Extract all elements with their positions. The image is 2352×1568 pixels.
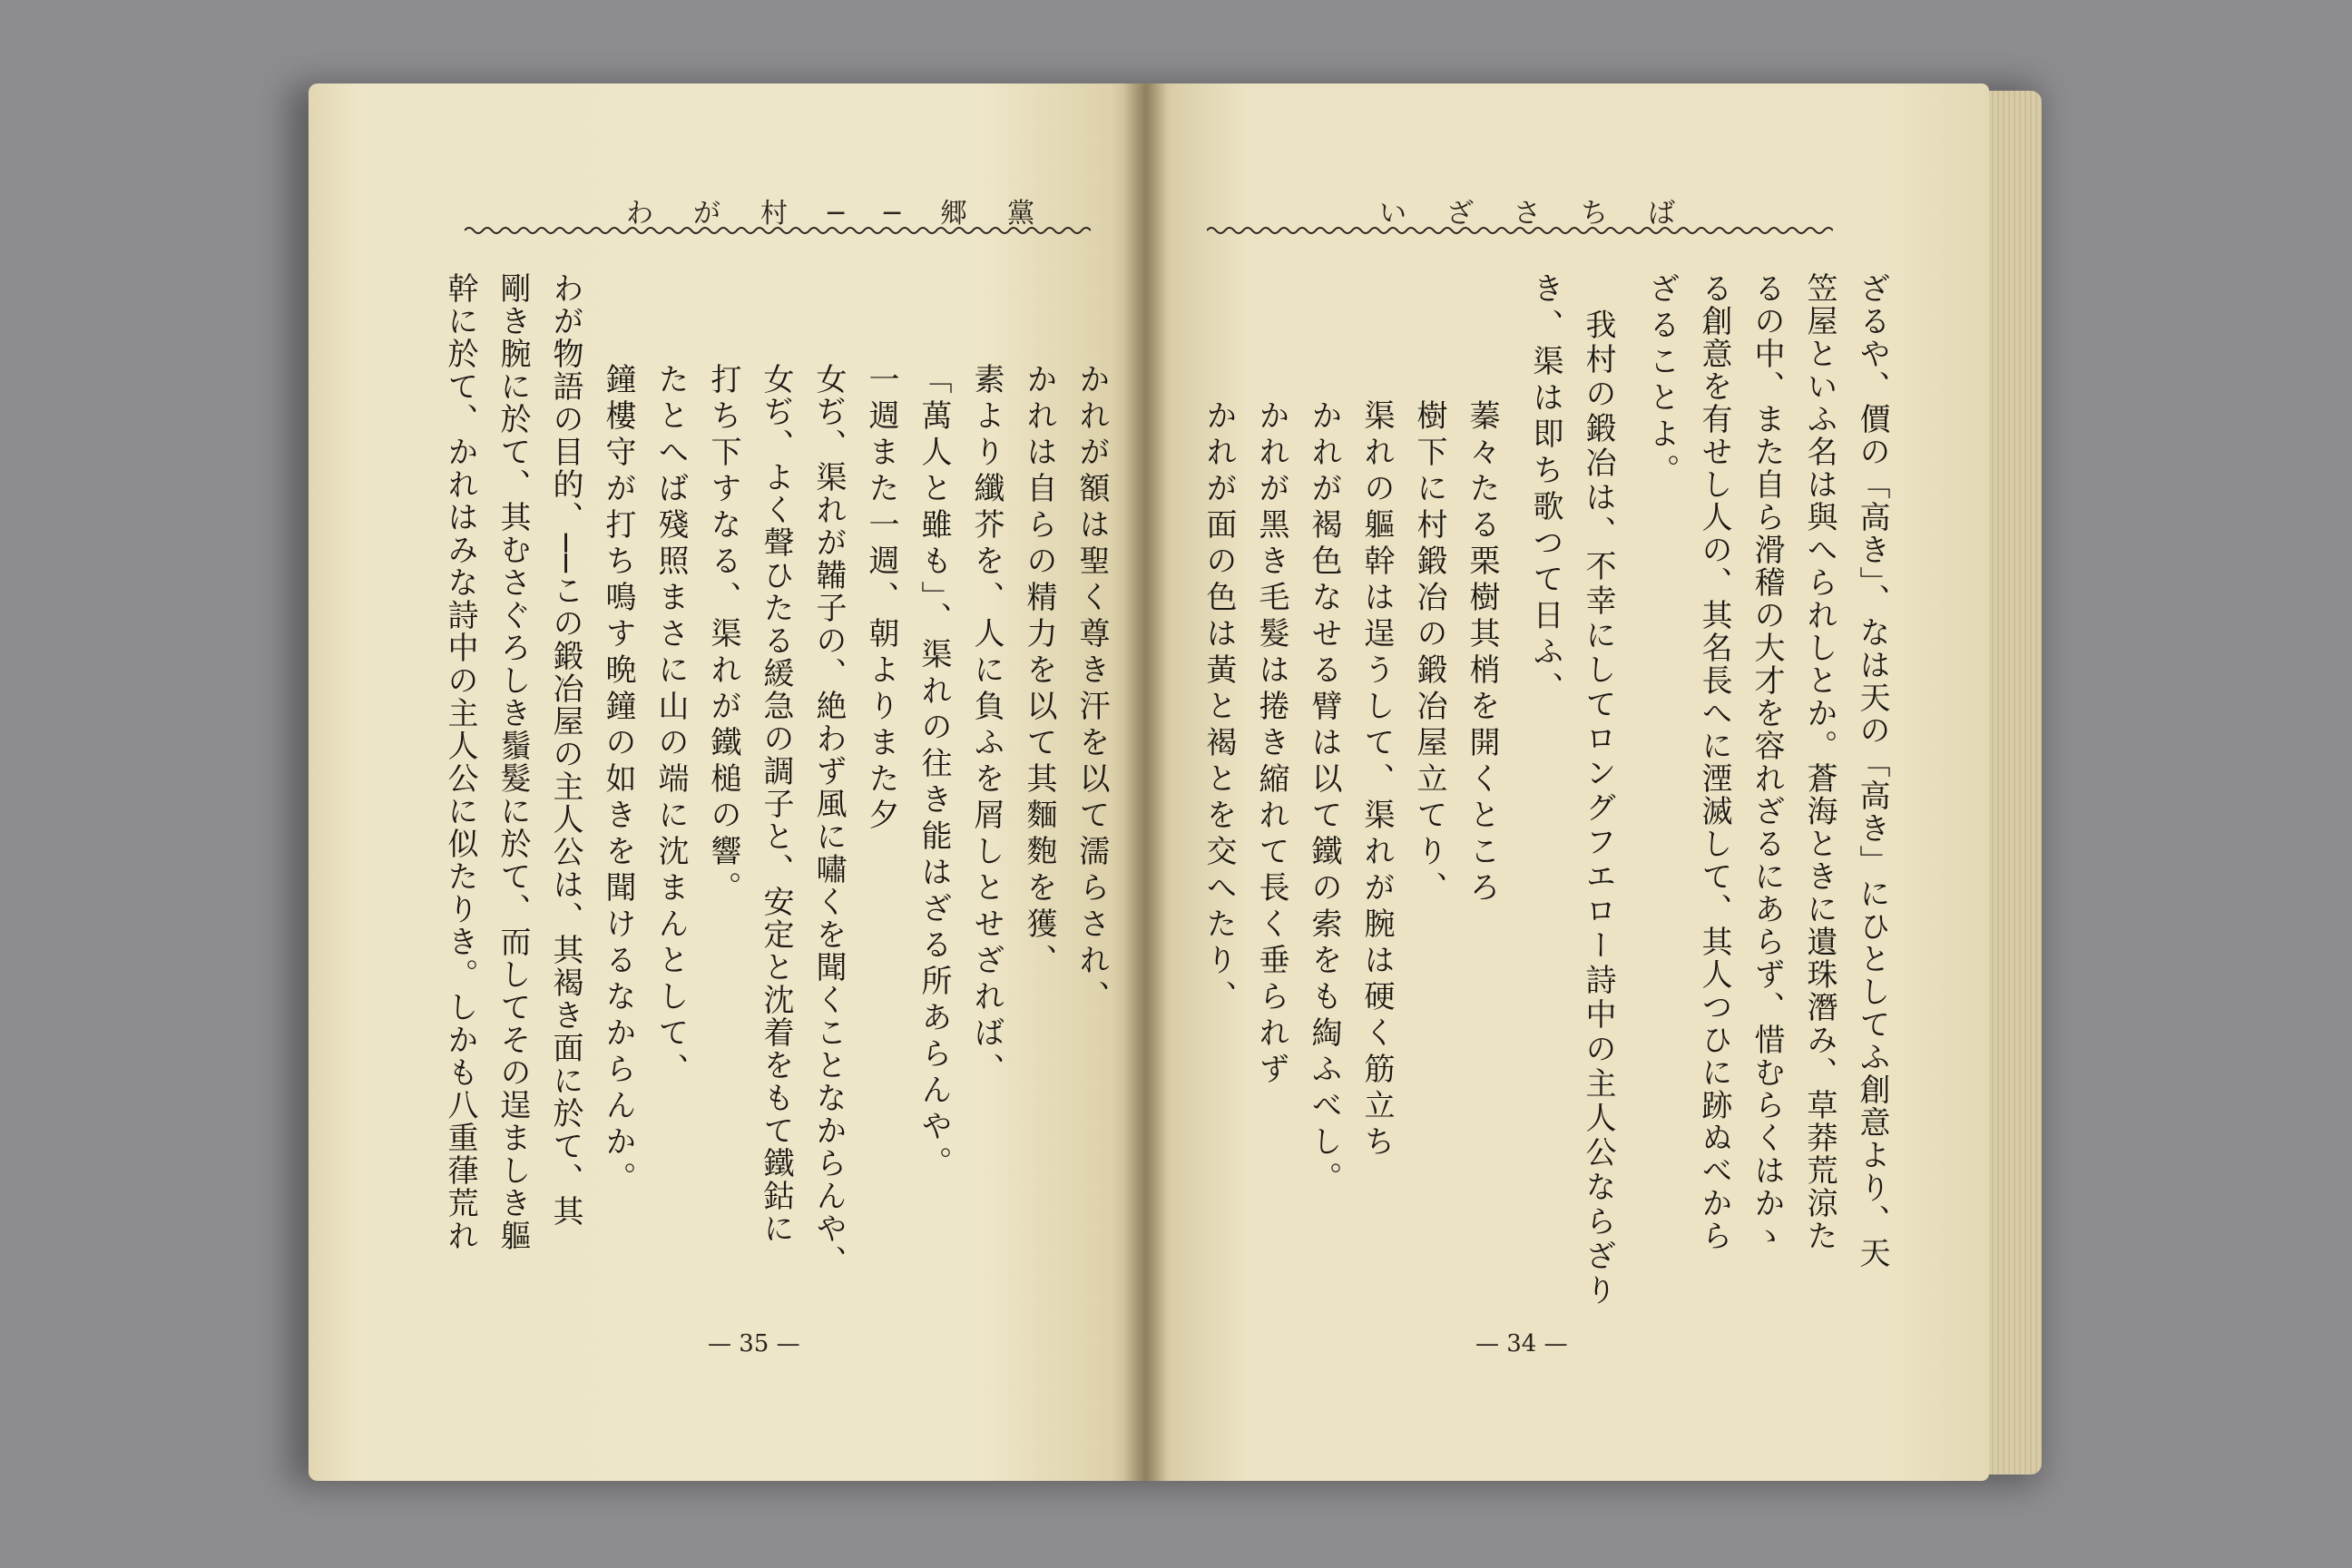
left-page-number: — 35 — (708, 1330, 800, 1357)
page-edges (1989, 91, 2042, 1475)
right-text-column: ざることよ。 (1643, 272, 1680, 490)
right-text-column: 渠れの軀幹は逞うして、渠れが腕は硬く筋立ち (1358, 399, 1395, 1161)
right-text-column: ざるや、價の「高き」、なは天の「高き」にひとしてふ創意より、天 (1854, 272, 1890, 1269)
left-text-column: かれが額は聖く尊き汗を以て濡らされ、 (1073, 363, 1110, 1016)
right-text-column: るの中、また自ら滑稽の大才を容れざるにあらず、惜むらくはかゝ (1749, 272, 1785, 1252)
right-text-column: 樹下に村鍛冶の鍛冶屋立てり、 (1411, 399, 1447, 907)
left-text-column: 打ち下すなる、渠れが鐵槌の響。 (705, 363, 741, 907)
right-text-column: かれが褐色なせる臂は以て鐵の索をも綯ふべし。 (1306, 399, 1342, 1198)
left-text-column: 素より纖芥を、人に負ふを屑しとせざれば、 (968, 363, 1004, 1089)
left-text-column: かれは自らの精力を以て其麵麭を獲、 (1021, 363, 1057, 980)
left-text-column: 「萬人と雖も」、渠れの往き能はざる所あらんや。 (916, 363, 952, 1182)
left-running-header: わが村──郷黨 (626, 198, 1075, 230)
right-running-header: いざさちば (1379, 198, 1715, 230)
right-text-column: かれが黑き毛髮は捲き縮れて長く垂られず (1253, 399, 1289, 1089)
book-gutter (1123, 83, 1167, 1481)
left-text-column: 女ぢ、よく聲ひたる緩急の調子と、安定と沈着をもて鐵鈷に (758, 363, 794, 1245)
right-text-column: き、渠は即ち歌つて日ふ、 (1527, 272, 1563, 708)
left-text-column: 剛き腕に於て、其むさぐろしき鬚髮に於て、而してその逞ましき軀 (495, 272, 531, 1252)
right-text-column: 我村の鍛冶は、不幸にしてロングフエロー詩中の主人公ならざり (1580, 309, 1616, 1308)
right-text-column: る創意を有せし人の、其名長へに湮滅して、其人つひに跡ぬべから (1696, 272, 1732, 1252)
left-text-column: わが物語の目的、──この鍛冶屋の主人公は、其褐き面に於て、其 (547, 272, 583, 1228)
right-text-column: 笠屋といふ名は與へられしとか。蒼海ときに遺珠潛み、草莽荒涼た (1801, 272, 1838, 1252)
right-page-number: — 34 — (1475, 1330, 1568, 1357)
left-header-rule (465, 223, 1091, 238)
left-text-column: 一週また一週、朝よりまた夕 (863, 363, 899, 835)
left-text-column: たとへば殘照まさに山の端に沈まんとして、 (652, 363, 689, 1089)
right-header-rule (1207, 223, 1833, 238)
left-text-column: 女ぢ、渠れが韛子の、絶わず風に嘯くを聞くことなからんや、 (810, 363, 847, 1278)
left-text-column: 鐘樓守が打ち鳴す晩鐘の如きを聞けるなからんか。 (600, 363, 636, 1198)
right-text-column: 蓁々たる栗樹其梢を開くところ (1464, 399, 1500, 907)
left-text-column: 幹に於て、かれはみな詩中の主人公に似たりき。しかも八重葎荒れ (442, 272, 478, 1252)
right-text-column: かれが面の色は黃と褐とを交へたり、 (1200, 399, 1237, 1016)
